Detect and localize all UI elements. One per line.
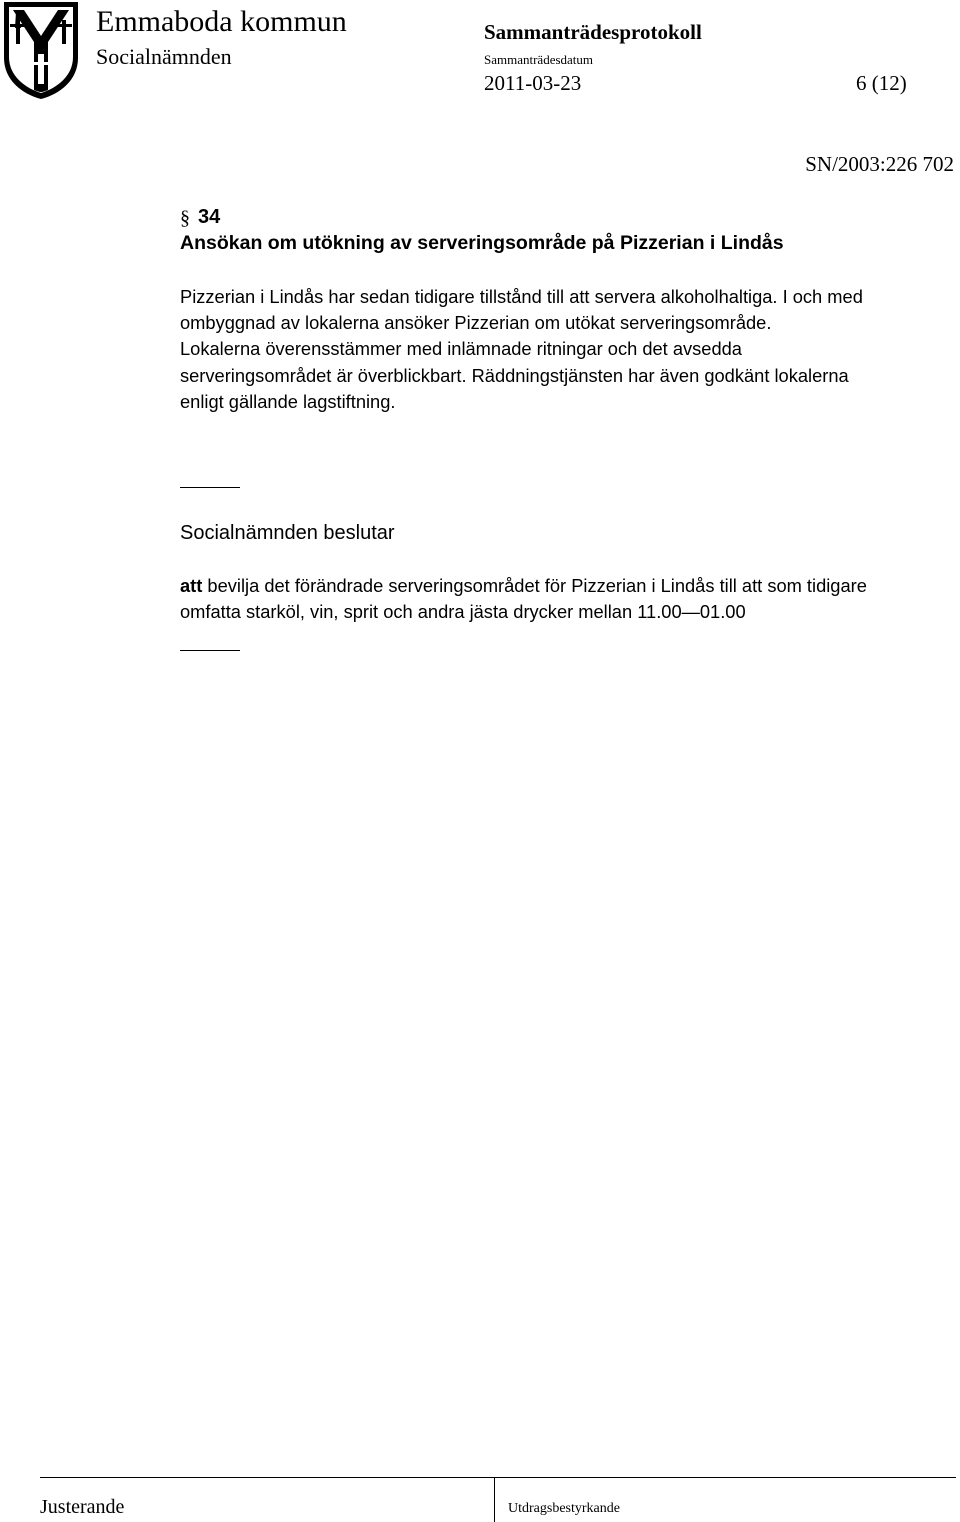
document-type: Sammanträdesprotokoll	[484, 20, 702, 44]
body-line: Lokalerna överensstämmer med inlämnade ritningar och det avsedda	[180, 338, 742, 360]
decision-line-rest: bevilja det förändrade serveringsområdet för Pizzerian i Lindås till att som tidigare	[202, 575, 867, 596]
page-number: 6 (12)	[856, 71, 907, 95]
footer-justerande-label: Justerande	[40, 1496, 125, 1518]
coat-of-arms-icon	[0, 0, 82, 100]
footer-rule	[40, 1477, 956, 1478]
separator-line	[180, 487, 240, 488]
meeting-date: 2011-03-23	[484, 71, 582, 95]
footer-utdragsbestyrkande-label: Utdragsbestyrkande	[508, 1501, 620, 1516]
separator-line	[180, 650, 240, 651]
body-line: ombyggnad av lokalerna ansöker Pizzerian om utökat serveringsområde.	[180, 312, 772, 334]
decision-line: omfatta starköl, vin, sprit och andra jästa drycker mellan 11.00—01.00	[180, 601, 746, 623]
decision-line	[180, 573, 958, 599]
section-sign: §	[180, 207, 190, 229]
decision-heading: Socialnämnden beslutar	[180, 522, 395, 544]
decision-text	[180, 573, 958, 625]
item-title: Ansökan om utökning av serveringsområde på Pizzerian i Lindås	[180, 232, 784, 254]
organization-name: Emmaboda kommun	[96, 5, 347, 38]
decision-keyword: att	[180, 575, 203, 596]
date-label: Sammanträdesdatum	[484, 52, 594, 67]
item-body	[180, 284, 952, 415]
body-line: serveringsområdet är överblickbart. Räddningstjänsten har även godkänt lokalerna	[180, 364, 849, 386]
body-line: Pizzerian i Lindås har sedan tidigare tillstånd till att servera alkoholhaltiga. I och med	[180, 286, 863, 307]
department-name: Socialnämnden	[96, 44, 232, 69]
paragraph-number: 34	[198, 206, 221, 228]
footer-divider	[494, 1478, 495, 1522]
body-line: enligt gällande lagstiftning.	[180, 390, 396, 412]
case-number: SN/2003:226 702	[805, 152, 954, 176]
